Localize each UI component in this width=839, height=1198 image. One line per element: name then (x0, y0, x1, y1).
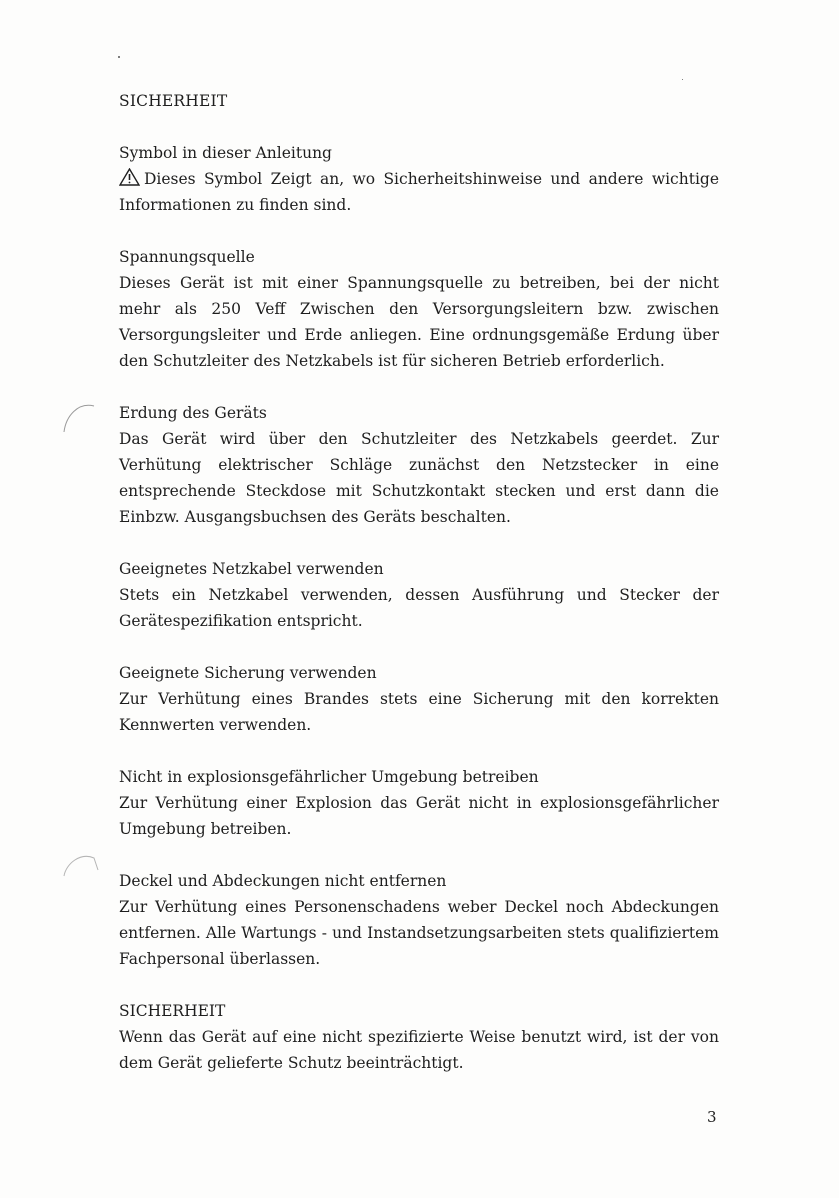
section-body-text: Dieses Symbol Zeigt an, wo Sicherheitshinweise und andere wichtige Informationen zu finden sind. (119, 170, 719, 214)
section-title: SICHERHEIT (119, 1002, 226, 1020)
section-body (119, 166, 719, 218)
section-sicherung (119, 660, 719, 738)
document-content (119, 88, 719, 1102)
section-title: Nicht in explosionsgefährlicher Umgebung betreiben (119, 768, 539, 786)
section-spannungsquelle (119, 244, 719, 374)
section-erdung (119, 400, 719, 530)
section-body: Zur Verhütung einer Explosion das Gerät nicht in explosionsgefährlicher Umgebung betreiben. (119, 794, 719, 838)
punch-hole-mark (60, 396, 100, 436)
section-body: Wenn das Gerät auf eine nicht spezifizierte Weise benutzt wird, ist der von dem Gerät gelieferte Schutz beeinträchtigt. (119, 1028, 719, 1072)
section-body: Zur Verhütung eines Brandes stets eine Sicherung mit den korrekten Kennwerten verwenden. (119, 690, 719, 734)
section-body: Stets ein Netzkabel verwenden, dessen Ausführung und Stecker der Gerätespezifikation entspricht. (119, 586, 719, 630)
section-explosion (119, 764, 719, 842)
section-title: Spannungsquelle (119, 248, 255, 266)
scan-speck (118, 56, 120, 58)
warning-triangle-icon (119, 168, 140, 186)
section-deckel (119, 868, 719, 972)
page-number: 3 (707, 1108, 717, 1126)
section-title: Geeignete Sicherung verwenden (119, 664, 377, 682)
document-heading: SICHERHEIT (119, 92, 228, 110)
section-body: Das Gerät wird über den Schutzleiter des Netzkabels geerdet. Zur Verhütung elektrischer Schläge zunächst den Netzstecker in eine entsprechende Steckdose mit Schutzkontakt stecken und erst dann die Einbzw. Ausgangsbuchsen des Geräts beschalten. (119, 430, 719, 526)
section-title: Erdung des Geräts (119, 404, 267, 422)
section-sicherheit (119, 998, 719, 1076)
section-title: Symbol in dieser Anleitung (119, 144, 332, 162)
section-symbol (119, 140, 719, 218)
scan-speck (682, 79, 683, 80)
section-body: Zur Verhütung eines Personenschadens weber Deckel noch Abdeckungen entfernen. Alle Wartungs - und Instandsetzungsarbeiten stets qualifiziertem Fachpersonal überlassen. (119, 898, 719, 968)
section-title: Deckel und Abdeckungen nicht entfernen (119, 872, 447, 890)
section-title: Geeignetes Netzkabel verwenden (119, 560, 384, 578)
section-netzkabel (119, 556, 719, 634)
section-body: Dieses Gerät ist mit einer Spannungsquelle zu betreiben, bei der nicht mehr als 250 Veff Zwischen den Versorgungsleitern bzw. zwischen Versorgungsleiter und Erde anliegen. Eine ordnungsgemäße Erdung über den Schutzleiter des Netzkabels ist für sicheren Betrieb erforderlich. (119, 274, 719, 370)
punch-hole-mark (60, 850, 100, 890)
